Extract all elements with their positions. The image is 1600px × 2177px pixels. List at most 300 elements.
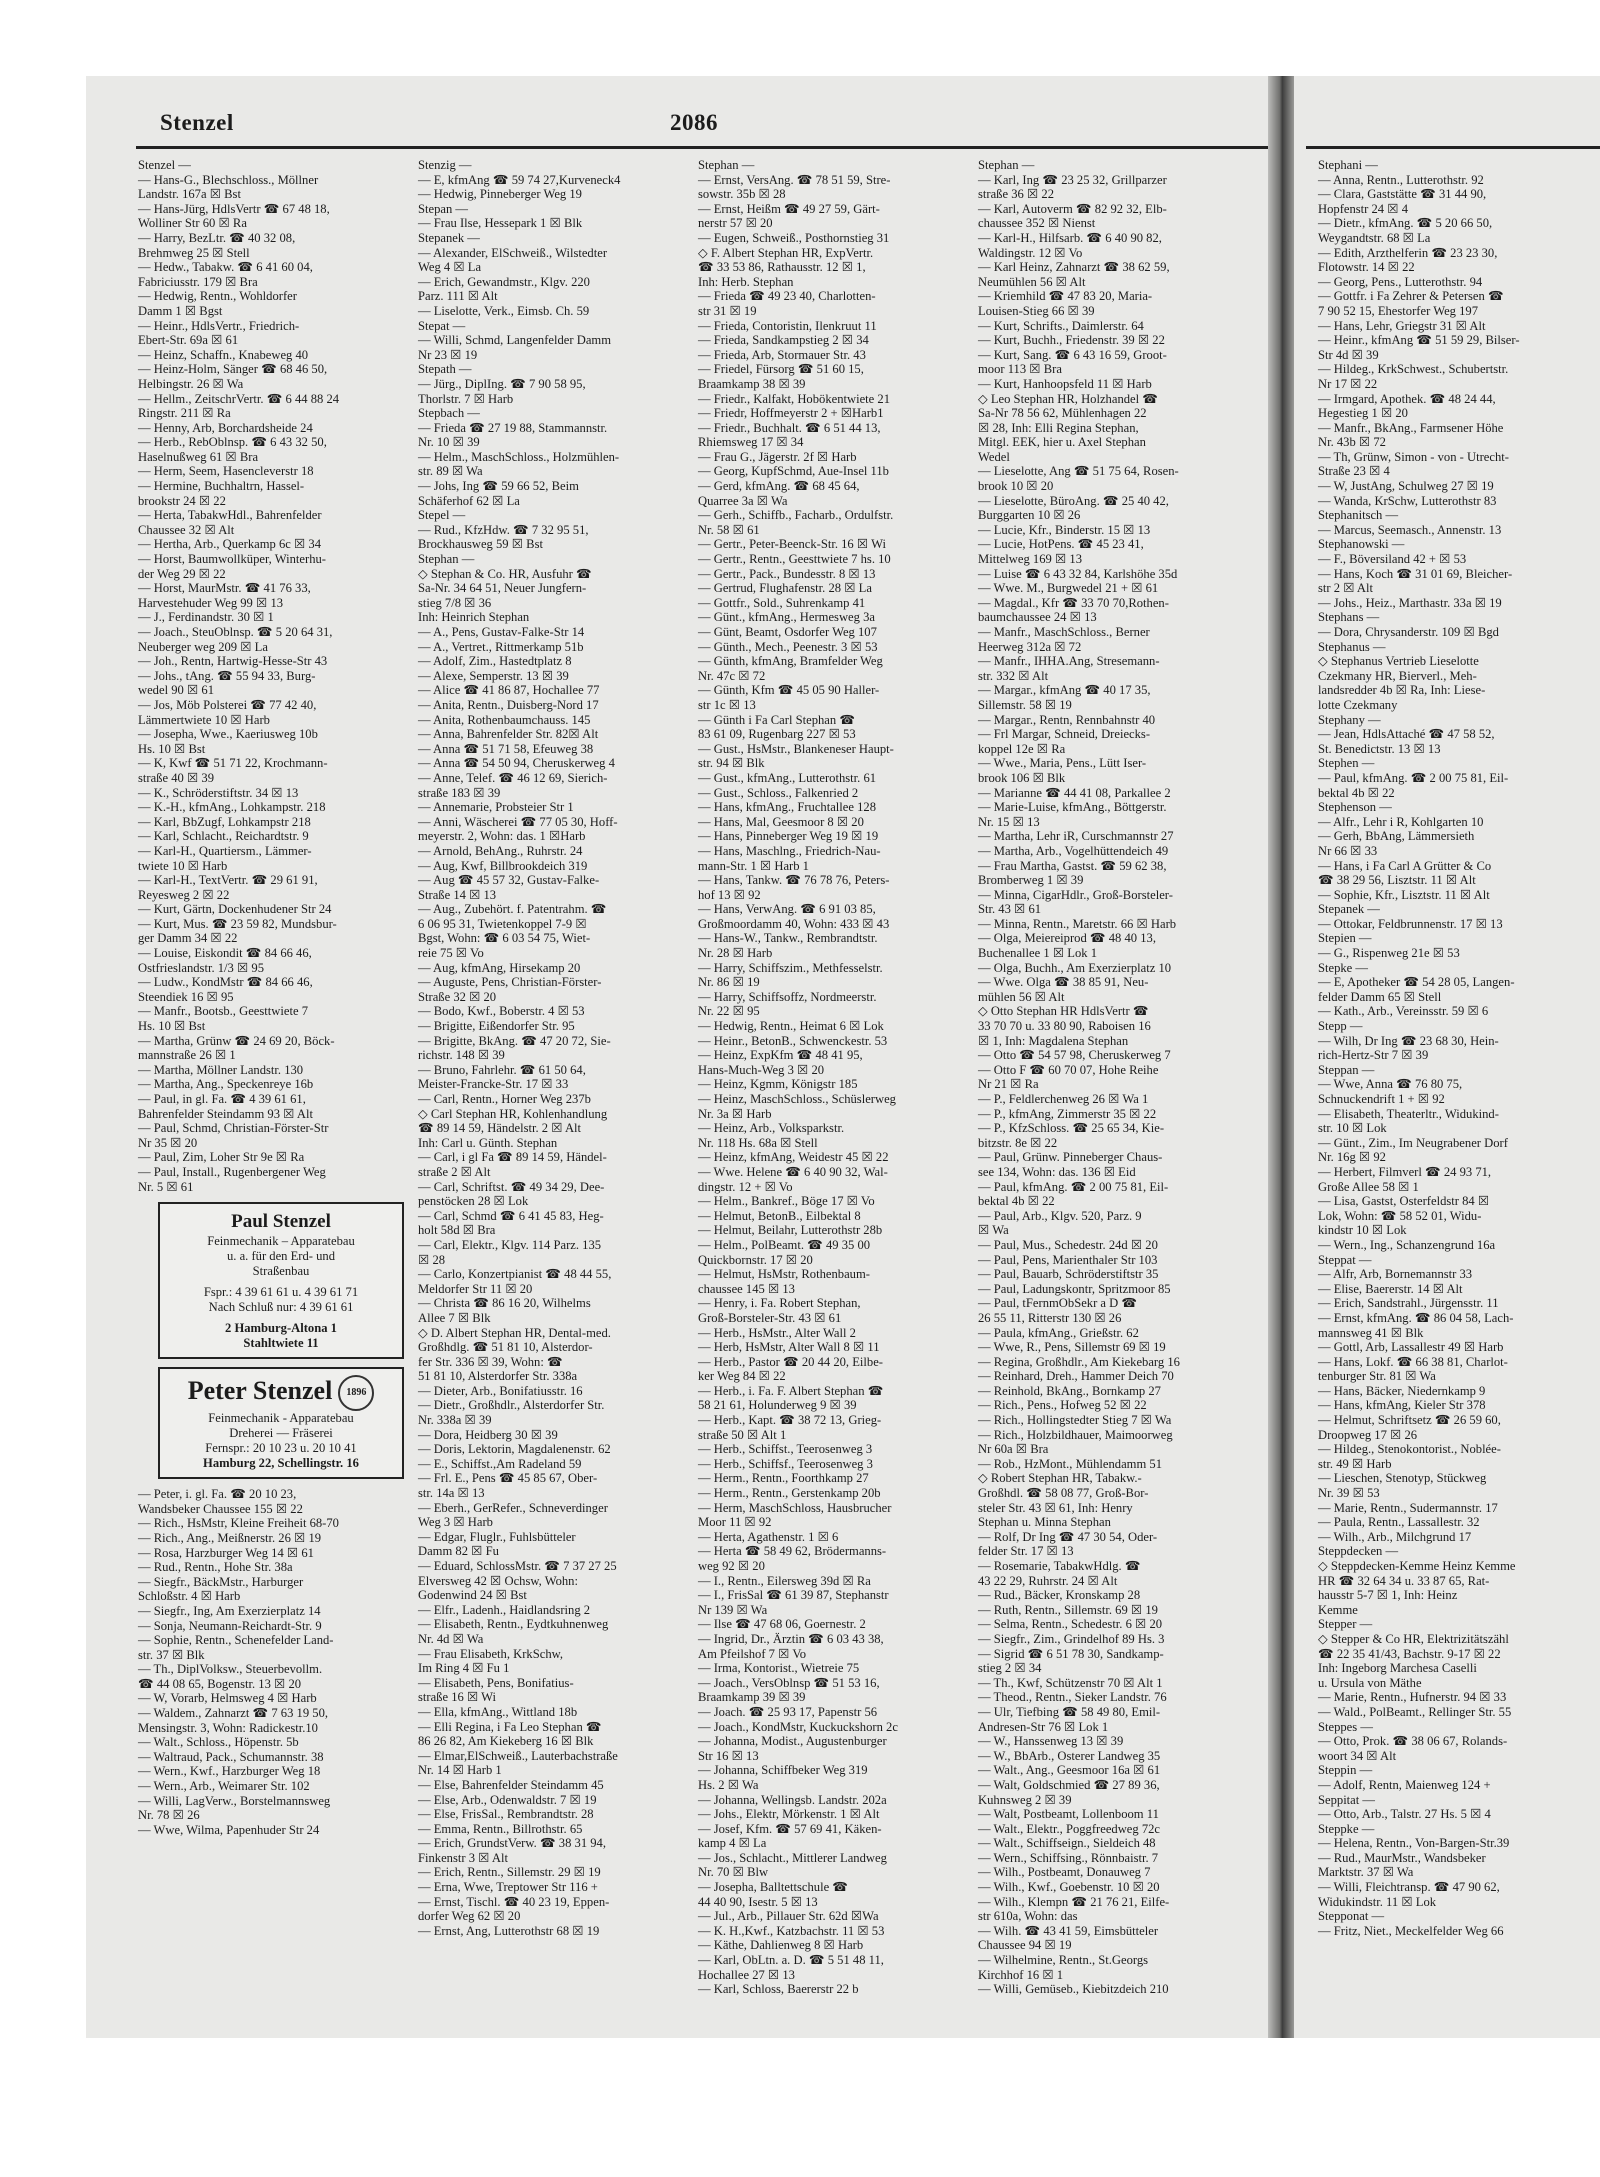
directory-entry: — Karl-H., Quartiersm., Lämmer- — [138, 843, 312, 858]
directory-entry: — Eduard, SchlossMstr. ☎ 7 37 27 25 — [418, 1559, 617, 1573]
directory-entry: penstöcken 28 ☒ Lok — [418, 1194, 529, 1209]
directory-entry: — Arnold, BehAng., Ruhrstr. 24 — [418, 843, 583, 858]
directory-entry: Str. 43 ☒ 61 — [978, 902, 1042, 917]
directory-entry: — Elise, Baererstr. 14 ☒ Alt — [1318, 1281, 1463, 1296]
directory-entry: ◇ F. Albert Stephan HR, ExpVertr. — [698, 245, 874, 260]
directory-entry: — Harry, Schiffsoffz, Nordmeerstr. — [698, 989, 877, 1004]
directory-entry: — Otto, Prok. ☎ 38 06 67, Rolands- — [1318, 1734, 1508, 1749]
directory-entry: Lok, Wohn: ☎ 58 52 01, Widu- — [1318, 1208, 1482, 1223]
directory-entry: — Walt., Elektr., Poggfreedweg 72c — [978, 1821, 1161, 1836]
directory-entry: Burggarten 10 ☒ 26 — [978, 508, 1081, 523]
directory-entry: — Heinz, kfmAng, Weidestr 45 ☒ 22 — [698, 1150, 889, 1165]
directory-entry: — Herb., Pastor ☎ 20 44 20, Eilbe- — [698, 1354, 883, 1369]
directory-entry: Allee 7 ☒ Blk — [418, 1310, 491, 1325]
directory-entry: Bahrenfelder Steindamm 93 ☒ Alt — [138, 1106, 313, 1121]
directory-entry: — Brigitte, Eißendorfer Str. 95 — [418, 1019, 575, 1034]
directory-entry: — Rosemarie, TabakwHdlg. ☎ — [978, 1559, 1141, 1573]
directory-entry: str. 94 ☒ Blk — [698, 756, 765, 771]
directory-entry: Helbingstr. 26 ☒ Wa — [138, 376, 244, 391]
directory-entry: Stepponat — — [1318, 1909, 1385, 1924]
directory-entry: der Weg 29 ☒ 22 — [138, 566, 226, 581]
directory-entry: Nr 139 ☒ Wa — [698, 1602, 768, 1617]
directory-entry: — Martha, Arb., Vogelhüttendeich 49 — [978, 843, 1169, 858]
directory-entry: — Alfr, Arb, Bornemannstr 33 — [1318, 1267, 1473, 1282]
directory-entry: — Willi, LagVerw., Borstelmannsweg — [138, 1793, 331, 1808]
directory-entry: Hegestieg 1 ☒ 20 — [1318, 406, 1408, 421]
directory-entry: — Wilh., Arb., Milchgrund 17 — [1318, 1529, 1472, 1544]
directory-entry: — Frau Elisabeth, KrkSchw, — [418, 1646, 564, 1661]
directory-entry: — Alexander, ElSchweiß., Wilstedter — [418, 245, 608, 260]
directory-entry: — Hans, Bäcker, Niedernkamp 9 — [1318, 1383, 1486, 1398]
directory-entry: — Helm., Bankref., Böge 17 ☒ Vo — [698, 1194, 875, 1209]
directory-entry: Kuhnsweg 2 ☒ 39 — [978, 1792, 1072, 1807]
directory-entry: — Alice ☎ 41 86 87, Hochallee 77 — [418, 683, 600, 698]
directory-entry: — Herm., Rentn., Foorthkamp 27 — [698, 1471, 869, 1486]
directory-page — [86, 76, 1268, 2038]
directory-entry: — Wern., Arb., Weimarer Str. 102 — [138, 1779, 310, 1794]
directory-entry: — Kurt, Sang. ☎ 6 43 16 59, Groot- — [978, 347, 1167, 362]
directory-entry: 33 70 70 u. 33 80 90, Raboisen 16 — [978, 1019, 1151, 1034]
directory-entry: Braamkamp 39 ☒ 39 — [698, 1690, 806, 1705]
directory-entry: Im Ring 4 ☒ Fu 1 — [418, 1661, 510, 1676]
directory-entry: — Sigrid ☎ 6 51 78 30, Sandkamp- — [978, 1646, 1164, 1661]
directory-entry: — Gust., kfmAng., Lutterothstr. 61 — [698, 770, 877, 785]
directory-entry: — P., Feldlerchenweg 26 ☒ Wa 1 — [978, 1092, 1149, 1106]
directory-entry: — Otto, Arb., Talstr. 27 Hs. 5 ☒ 4 — [1318, 1807, 1491, 1822]
directory-entry: — Ruth, Rentn., Sillemstr. 69 ☒ 19 — [978, 1602, 1158, 1617]
directory-entry: — Aug, Kwf, Billbrookdeich 319 — [418, 858, 588, 873]
directory-entry: — W, Vorarb, Helmsweg 4 ☒ Harb — [138, 1691, 317, 1706]
directory-entry: Braamkamp 38 ☒ 39 — [698, 376, 806, 391]
directory-entry: — Karl, Schloss, Baererstr 22 b — [698, 1982, 859, 1997]
directory-entry: — Hans, Lehr, Griegstr 31 ☒ Alt — [1318, 318, 1486, 333]
directory-entry: — K. H.,Kwf., Katzbachstr. 11 ☒ 53 — [698, 1923, 885, 1938]
directory-entry: landsredder 4b ☒ Ra, Inh: Liese- — [1318, 683, 1486, 698]
directory-entry: — Joach., SteuOblnsp. ☎ 5 20 64 31, — [138, 625, 333, 639]
directory-entry: Kirchhof 16 ☒ 1 — [978, 1967, 1064, 1982]
directory-entry: — Sonja, Neumann-Reichardt-Str. 9 — [138, 1618, 322, 1633]
directory-entry: Steppke — — [1318, 1821, 1375, 1836]
directory-entry: Weg 3 ☒ Harb — [418, 1515, 493, 1530]
directory-entry: — Gottl, Arb, Lassallestr 49 ☒ Harb — [1318, 1340, 1504, 1355]
directory-entry: — Herb., Schiffst., Teerosenweg 3 — [698, 1442, 873, 1457]
directory-entry: Stepp — — [1318, 1019, 1363, 1034]
directory-entry: — Carlo, Konzertpianist ☎ 48 44 55, — [418, 1267, 612, 1282]
directory-entry: — Anna, Rentn., Lutterothstr. 92 — [1318, 172, 1484, 187]
directory-entry: — Walt, Postbeamt, Lollenboom 11 — [978, 1807, 1159, 1822]
directory-entry: straße 40 ☒ 39 — [138, 770, 214, 785]
directory-entry: stieg 7/8 ☒ 36 — [418, 595, 492, 610]
directory-entry: kindstr 10 ☒ Lok — [1318, 1223, 1407, 1238]
directory-entry: Steppat — — [1318, 1252, 1372, 1267]
directory-entry: Ostfrieslandstr. 1/3 ☒ 95 — [138, 960, 265, 975]
directory-entry: — W., Hanssenweg 13 ☒ 39 — [978, 1734, 1124, 1749]
directory-entry: Andresen-Str 76 ☒ Lok 1 — [978, 1719, 1109, 1734]
directory-entry: — Heinr., kfmAng ☎ 51 59 29, Bilser- — [1318, 333, 1520, 348]
directory-entry: — Wern., Schiffsing., Rönnbaistr. 7 — [978, 1850, 1159, 1865]
directory-entry: — Ingrid, Dr., Ärztin ☎ 6 03 43 38, — [698, 1631, 884, 1646]
directory-entry: Quickbornstr. 17 ☒ 20 — [698, 1252, 813, 1267]
directory-entry: ◇ Robert Stephan HR, Tabakw.- — [978, 1471, 1142, 1486]
directory-entry: — P., KfzSchloss. ☎ 25 65 34, Kie- — [978, 1121, 1165, 1136]
directory-entry: moor 113 ☒ Bra — [978, 362, 1062, 377]
directory-entry: — Erich, Sandstrahl., Jürgensstr. 11 — [1318, 1296, 1499, 1311]
directory-entry: u. Ursula von Mäthe — [1318, 1675, 1422, 1690]
directory-entry: Thorlstr. 7 ☒ Harb — [418, 391, 514, 406]
directory-entry: 51 81 10, Alsterdorfer Str. 338a — [418, 1369, 578, 1384]
directory-entry: — Wald., PolBeamt., Rellinger Str. 55 — [1318, 1704, 1512, 1719]
directory-entry: — Wilh, Dr Ing ☎ 23 68 30, Hein- — [1318, 1033, 1499, 1048]
directory-entry: — Rud., KfzHdw. ☎ 7 32 95 51, — [418, 522, 589, 537]
directory-entry: — Heinz, Kgmm, Königstr 185 — [698, 1077, 858, 1092]
directory-entry: 43 22 29, Ruhrstr. 24 ☒ Alt — [978, 1573, 1118, 1588]
directory-entry: Inh: Heinrich Stephan — [418, 610, 530, 625]
directory-entry: dorfer Weg 62 ☒ 20 — [418, 1909, 521, 1924]
directory-entry: Große Allee 58 ☒ 1 — [1318, 1179, 1419, 1194]
header-rule — [136, 146, 1268, 149]
directory-entry: Hs. 10 ☒ Bst — [138, 741, 206, 756]
directory-entry: — Frieda ☎ 27 19 88, Stammannstr. — [418, 420, 608, 435]
directory-entry: Flotowstr. 14 ☒ 22 — [1318, 260, 1415, 275]
directory-entry: — Rich., Holzbildhauer, Maimoorweg — [978, 1427, 1173, 1442]
directory-entry: — E., Schiffst.,Am Radeland 59 — [418, 1456, 582, 1471]
directory-entry: — J., Ferdinandstr. 30 ☒ 1 — [138, 610, 274, 625]
directory-entry: — Kurt, Buchh., Friedenstr. 39 ☒ 22 — [978, 333, 1165, 348]
directory-entry: stieg 2 ☒ 34 — [978, 1661, 1042, 1676]
directory-entry: bektal 4b ☒ 22 — [1318, 785, 1395, 800]
ad-phone-night: Nach Schluß nur: 4 39 61 61 — [208, 1300, 354, 1315]
directory-entry: Reyesweg 2 ☒ 22 — [138, 887, 230, 902]
directory-entry: — Annemarie, Probsteier Str 1 — [418, 800, 574, 815]
directory-entry: — Lisa, Gastst, Osterfeldstr 84 ☒ — [1318, 1194, 1490, 1209]
directory-entry: Elversweg 42 ☒ Ochsw, Wohn: — [418, 1573, 578, 1588]
directory-entry: — G., Rispenweg 21e ☒ 53 — [1318, 946, 1460, 961]
directory-entry: Nr. 86 ☒ 19 — [698, 975, 760, 990]
directory-entry: — Johanna, Wellingsb. Landstr. 202a — [698, 1792, 887, 1807]
directory-entry: — Karl-H., Hilfsarb. ☎ 6 40 90 82, — [978, 230, 1162, 245]
directory-entry: Meister-Francke-Str. 17 ☒ 33 — [418, 1077, 569, 1092]
directory-entry: — A., Vertret., Rittmerkamp 51b — [418, 639, 584, 654]
directory-entry: Hs. 10 ☒ Bst — [138, 1019, 206, 1034]
directory-entry: — Herb, HsMstr, Alter Wall 8 ☒ 11 — [698, 1340, 880, 1355]
directory-entry: Stepan — — [418, 201, 469, 216]
directory-entry: str. 332 ☒ Alt — [978, 668, 1049, 683]
directory-entry: Nr. 15 ☒ 13 — [978, 814, 1040, 829]
directory-entry: Ebert-Str. 69a ☒ 61 — [138, 333, 239, 348]
directory-entry: Stepanek — — [418, 230, 480, 245]
directory-entry: — Theod., Rentn., Sieker Landstr. 76 — [978, 1690, 1167, 1705]
directory-entry: Nr. 70 ☒ Blw — [698, 1865, 769, 1880]
column-5 — [1318, 158, 1594, 1988]
directory-entry: Inh: Ingeborg Marchesa Caselli — [1318, 1661, 1477, 1676]
directory-entry: — Minna, CigarHdlr., Groß-Borsteler- — [978, 887, 1173, 902]
directory-entry: — Karl, Schlacht., Reichardtstr. 9 — [138, 829, 309, 844]
directory-entry: — Hedwig, Rentn., Heimat 6 ☒ Lok — [698, 1019, 884, 1034]
directory-entry: — Horst, Baumwollküper, Winterhu- — [138, 552, 326, 567]
directory-entry: — Günth, Kfm ☎ 45 05 90 Haller- — [698, 683, 880, 698]
directory-entry: Straße 14 ☒ 13 — [418, 887, 497, 902]
directory-entry: ◇ Stepper & Co HR, Elektrizitätszähl — [1318, 1631, 1509, 1646]
directory-entry: — Jürg., DiplIng. ☎ 7 90 58 95, — [418, 376, 586, 391]
directory-entry: — Reinhold, BkAng., Bornkamp 27 — [978, 1383, 1161, 1398]
directory-entry: — Rich., Pens., Hofweg 52 ☒ 22 — [978, 1398, 1147, 1413]
directory-entry: Droopweg 17 ☒ 26 — [1318, 1427, 1418, 1442]
directory-entry: ☒ 1, Inh: Magdalena Stephan — [978, 1033, 1129, 1048]
directory-entry: meyerstr. 2, Wohn: das. 1 ☒Harb — [418, 829, 586, 844]
directory-entry: — Willi, Fleichtransp. ☎ 47 90 62, — [1318, 1880, 1500, 1895]
directory-entry: — Ernst, VersAng. ☎ 78 51 59, Stre- — [698, 172, 891, 187]
directory-entry: ☎ 44 08 65, Bogenstr. 13 ☒ 20 — [138, 1676, 302, 1691]
directory-entry: — Luise ☎ 6 43 32 84, Karlshöhe 35d — [978, 566, 1178, 581]
directory-entry: Wandsbeker Chaussee 155 ☒ 22 — [138, 1501, 303, 1516]
directory-entry: — Waltraud, Pack., Schumannstr. 38 — [138, 1749, 324, 1764]
directory-entry: — F., Böversiland 42 + ☒ 53 — [1318, 552, 1467, 567]
directory-entry: woort 34 ☒ Alt — [1318, 1748, 1397, 1763]
directory-entry: Steppin — — [1318, 1763, 1373, 1778]
directory-entry: 86 26 82, Am Kiekeberg 16 ☒ Blk — [418, 1734, 594, 1749]
directory-entry: Nr. 39 ☒ 53 — [1318, 1486, 1380, 1501]
directory-entry: — Frl Margar, Schneid, Dreiecks- — [978, 727, 1151, 742]
directory-entry: — Olga, Meiereiprod ☎ 48 40 13, — [978, 931, 1156, 946]
directory-entry: — Helmut, Beilahr, Lutterothstr 28b — [698, 1223, 883, 1238]
directory-entry: — Walt., Schloss., Höpenstr. 5b — [138, 1735, 299, 1750]
directory-entry: — Liselotte, Verk., Eimsb. Ch. 59 — [418, 303, 590, 318]
directory-entry: Hopfenstr 24 ☒ 4 — [1318, 201, 1408, 216]
directory-entry: — Dietr., Großhdlr., Alsterdorfer Str. — [418, 1398, 605, 1413]
directory-entry: Hans-Much-Weg 3 ☒ 20 — [698, 1062, 825, 1077]
directory-entry: ◇ Steppdecken-Kemme Heinz Kemme — [1318, 1559, 1516, 1573]
directory-entry: — Gottfr., Sold., Suhrenkamp 41 — [698, 595, 866, 610]
directory-entry: — Ulr, Tiefbing ☎ 58 49 80, Emil- — [978, 1704, 1161, 1719]
directory-entry: — Herb., Kapt. ☎ 38 72 13, Grieg- — [698, 1413, 882, 1428]
directory-entry: mannsweg 41 ☒ Blk — [1318, 1325, 1424, 1340]
directory-entry: straße 16 ☒ Wi — [418, 1690, 497, 1705]
directory-entry: — Wern., Kwf., Harzburger Weg 18 — [138, 1764, 321, 1779]
directory-entry: Inh: Herb. Stephan — [698, 274, 794, 289]
directory-entry: Stephenson — — [1318, 800, 1392, 815]
directory-entry: Stepanek — — [1318, 902, 1380, 917]
directory-entry: — Adolf, Zim., Hastedtplatz 8 — [418, 654, 572, 669]
directory-entry: — Rud., Rentn., Hohe Str. 38a — [138, 1560, 293, 1575]
directory-entry: — Dietr., kfmAng. ☎ 5 20 66 50, — [1318, 216, 1493, 231]
directory-entry: ☒ 28 — [418, 1252, 446, 1267]
directory-entry: Nr 35 ☒ 20 — [138, 1135, 198, 1150]
directory-entry: — Erich, GrundstVerw. ☎ 38 31 94, — [418, 1836, 607, 1851]
column-3 — [698, 158, 964, 1997]
directory-entry: — Paul, Grünw. Pinneberger Chaus- — [978, 1150, 1163, 1165]
directory-entry: — Ernst, Heißm ☎ 49 27 59, Gärt- — [698, 201, 880, 216]
directory-entry: — Ottokar, Feldbrunnenstr. 17 ☒ 13 — [1318, 916, 1503, 931]
directory-entry: — Johanna, Schiffbeker Weg 319 — [698, 1763, 868, 1778]
directory-entry: — Jean, HdlsAttaché ☎ 47 58 52, — [1318, 727, 1495, 742]
directory-entry: — Heinz-Holm, Sänger ☎ 68 46 50, — [138, 362, 328, 377]
directory-entry: chaussee 352 ☒ Nienst — [978, 216, 1096, 231]
directory-entry: Hochallee 27 ☒ 13 — [698, 1967, 795, 1982]
directory-entry: — Hans, Pinneberger Weg 19 ☒ 19 — [698, 829, 879, 844]
directory-entry: — Carl, Rentn., Horner Weg 237b — [418, 1092, 591, 1106]
directory-entry: — Wilh. ☎ 43 41 59, Eimsbütteler — [978, 1923, 1159, 1938]
directory-entry: twiete 10 ☒ Harb — [138, 858, 228, 873]
directory-entry: — Eberh., GerRefer., Schneverdinger — [418, 1500, 608, 1515]
directory-entry: — Emma, Rentn., Billrothstr. 65 — [418, 1821, 583, 1836]
directory-entry: — Walt., Schiffseign., Sieldeich 48 — [978, 1836, 1156, 1851]
directory-entry: — Bodo, Kwf., Boberstr. 4 ☒ 53 — [418, 1004, 585, 1019]
directory-entry: Wolliner Str 60 ☒ Ra — [138, 216, 247, 231]
directory-entry: — Johs., Elektr, Mörkenstr. 1 ☒ Alt — [698, 1807, 880, 1822]
directory-entry: — Christa ☎ 86 16 20, Wilhelms — [418, 1296, 591, 1311]
directory-entry: — Herb., RebOblnsp. ☎ 6 43 32 50, — [138, 435, 327, 450]
directory-entry: — Hans, i Fa Carl A Grütter & Co — [1318, 858, 1492, 873]
directory-entry: — Herta ☎ 58 49 62, Brödermanns- — [698, 1544, 887, 1559]
directory-entry: Stephan — — [978, 158, 1035, 172]
directory-entry: — Jul., Arb., Pillauer Str. 62d ☒Wa — [698, 1909, 879, 1924]
directory-entry: Bgst, Wohn: ☎ 6 03 54 75, Wiet- — [418, 931, 591, 946]
directory-entry: baumchaussee 24 ☒ 13 — [978, 610, 1097, 625]
directory-entry: ☒ 28, Inh: Elli Regina Stephan, — [978, 420, 1139, 435]
directory-entry: — Wwe, Anna ☎ 76 80 75, — [1318, 1077, 1463, 1092]
directory-entry: — Wilh., Kwf., Goebenstr. 10 ☒ 20 — [978, 1880, 1160, 1895]
directory-entry: brookstr 24 ☒ 22 — [138, 493, 226, 508]
directory-entry: — Horst, MaurMstr. ☎ 41 76 33, — [138, 581, 311, 596]
directory-entry: — Aug ☎ 45 57 32, Gustav-Falke- — [418, 873, 600, 888]
directory-entry: St. Benedictstr. 13 ☒ 13 — [1318, 741, 1441, 756]
directory-entry: — Johs., Heiz., Marthastr. 33a ☒ 19 — [1318, 595, 1502, 610]
directory-entry: — Carl, Elektr., Klgv. 114 Parz. 135 — [418, 1237, 602, 1252]
directory-entry: — Helm., MaschSchloss., Holzmühlen- — [418, 449, 620, 464]
directory-entry: — Rud., Bäcker, Kronskamp 28 — [978, 1588, 1141, 1603]
directory-entry: ger Damm 34 ☒ 22 — [138, 931, 238, 946]
directory-entry: Nr. 118 Hs. 68a ☒ Stell — [698, 1135, 818, 1150]
directory-entry: Steppes — — [1318, 1719, 1373, 1734]
ad-line: Feinmechanik – Apparatebau — [207, 1234, 355, 1249]
directory-entry: Brockhausweg 59 ☒ Bst — [418, 537, 543, 552]
directory-entry: — Walt, Goldschmied ☎ 27 89 36, — [978, 1777, 1160, 1792]
directory-entry: Godenwind 24 ☒ Bst — [418, 1588, 527, 1603]
directory-entry: Seppitat — — [1318, 1792, 1376, 1807]
directory-entry: — Paul, kfmAng. ☎ 2 00 75 81, Eil- — [978, 1179, 1169, 1194]
directory-entry: — Wwe, Wilma, Papenhuder Str 24 — [138, 1822, 320, 1837]
directory-entry: — Erich, Gewandmstr., Klgv. 220 — [418, 274, 590, 289]
directory-entry: — Else, FrisSal., Rembrandtstr. 28 — [418, 1807, 594, 1822]
directory-entry: — Paul, Install., Rugenbergener Weg — [138, 1164, 326, 1179]
directory-entry: ☒ Wa — [978, 1223, 1009, 1238]
directory-entry: — Anne, Telef. ☎ 46 12 69, Sierich- — [418, 770, 608, 785]
directory-entry: str. 10 ☒ Lok — [1318, 1121, 1387, 1136]
directory-entry: — Irmgard, Apothek. ☎ 48 24 44, — [1318, 391, 1496, 406]
directory-entry: — Siegfr., Ing, Am Exerzierplatz 14 — [138, 1603, 321, 1618]
directory-entry: — Elmar,ElSchweiß., Lauterbachstraße — [418, 1748, 618, 1763]
directory-entry: — Herta, TabakwHdl., Bahrenfelder — [138, 508, 322, 523]
directory-entry: Nr. 10 ☒ 39 — [418, 435, 480, 450]
directory-entry: Sillemstr. 58 ☒ 19 — [978, 697, 1072, 712]
directory-entry: Neuberger weg 209 ☒ La — [138, 639, 268, 654]
directory-entry: mannstraße 26 ☒ 1 — [138, 1048, 236, 1063]
directory-entry: — Ernst, Tischl. ☎ 40 23 19, Eppen- — [418, 1894, 610, 1909]
directory-entry: — Paula, Rentn., Lassallestr. 32 — [1318, 1515, 1480, 1530]
ad-phone: Fspr.: 4 39 61 61 u. 4 39 61 71 — [203, 1285, 359, 1300]
directory-entry: — Frieda, Sandkampstieg 2 ☒ 34 — [698, 333, 869, 348]
directory-entry: brook 10 ☒ 20 — [978, 479, 1054, 494]
directory-entry: — Herm., Rentn., Gerstenkamp 20b — [698, 1486, 881, 1501]
directory-entry: koppel 12e ☒ Ra — [978, 741, 1066, 756]
directory-entry: Nr. 3a ☒ Harb — [698, 1106, 772, 1121]
directory-entry: mühlen 56 ☒ Alt — [978, 989, 1065, 1004]
directory-entry: — Friedel, Fürsorg ☎ 51 60 15, — [698, 362, 864, 377]
directory-entry: — Anna ☎ 51 71 58, Efeuweg 38 — [418, 741, 594, 756]
directory-entry: Nr 17 ☒ 22 — [1318, 376, 1378, 391]
directory-entry: Sa-Nr 78 56 62, Mühlenhagen 22 — [978, 406, 1147, 421]
directory-entry: str 1c ☒ 13 — [698, 697, 756, 712]
directory-entry: — Hermine, Buchhaltrn, Hassel- — [138, 479, 305, 494]
directory-entry: straße 2 ☒ Alt — [418, 1164, 491, 1179]
directory-entry: Buchenallee 1 ☒ Lok 1 — [978, 946, 1098, 961]
ad-paul-stenzel — [158, 1202, 404, 1359]
directory-entry: Stepke — — [1318, 960, 1369, 975]
directory-entry: — Paul, Zim, Loher Str 9e ☒ Ra — [138, 1150, 305, 1165]
directory-entry: — Hans, Tankw. ☎ 76 78 76, Peters- — [698, 873, 890, 888]
directory-entry: Nr 66 ☒ 33 — [1318, 843, 1378, 858]
directory-entry: tenburger Str. 81 ☒ Wa — [1318, 1369, 1436, 1384]
directory-entry: holt 58d ☒ Bra — [418, 1223, 496, 1238]
directory-entry: — Paul, in gl. Fa. ☎ 4 39 61 61, — [138, 1092, 306, 1106]
directory-entry: — Erich, Rentn., Sillemstr. 29 ☒ 19 — [418, 1865, 601, 1880]
directory-entry: Finkenstr 3 ☒ Alt — [418, 1850, 509, 1865]
directory-entry: ☎ 89 14 59, Händelstr. 2 ☒ Alt — [418, 1121, 582, 1136]
directory-entry: — Willi, Schmd, Langenfelder Damm — [418, 333, 612, 348]
directory-entry: Stephan u. Minna Stephan — [978, 1515, 1111, 1530]
directory-entry: Parz. 111 ☒ Alt — [418, 289, 498, 304]
directory-entry: — Selma, Rentn., Schedestr. 6 ☒ 20 — [978, 1617, 1163, 1632]
directory-entry: ◇ Leo Stephan HR, Holzhandel ☎ — [978, 391, 1158, 406]
directory-entry: — Willi, Gemüseb., Kiebitzdeich 210 — [978, 1982, 1169, 1997]
directory-entry: — Karl, ObLtn. a. D. ☎ 5 51 48 11, — [698, 1953, 884, 1968]
directory-entry: Inh: Carl u. Günth. Stephan — [418, 1135, 558, 1150]
directory-entry: — Joach. ☎ 25 93 17, Papenstr 56 — [698, 1704, 878, 1719]
directory-entry: — Hans-Jürg, HdlsVertr ☎ 67 48 18, — [138, 201, 330, 216]
directory-entry: — Joh., Rentn, Hartwig-Hesse-Str 43 — [138, 654, 328, 669]
directory-entry: — Gerd, kfmAng. ☎ 68 45 64, — [698, 479, 860, 494]
directory-entry: — Paul, tFernmObSekr a D ☎ — [978, 1296, 1138, 1311]
directory-entry: — Lucie, HotPens. ☎ 45 23 41, — [978, 537, 1144, 552]
directory-entry: — Ludw., KondMstr ☎ 84 66 46, — [138, 975, 313, 990]
directory-entry: Am Pfeilshof 7 ☒ Vo — [698, 1646, 807, 1661]
directory-entry: — Hans, VerwAng. ☎ 6 91 03 85, — [698, 902, 876, 917]
directory-entry: — Elli Regina, i Fa Leo Stephan ☎ — [418, 1719, 602, 1734]
directory-entry: ☎ 22 35 41/43, Bachstr. 9-17 ☒ 22 — [1318, 1646, 1501, 1661]
directory-entry: — Anna ☎ 54 50 94, Cheruskerweg 4 — [418, 756, 615, 771]
directory-entry: straße 36 ☒ 22 — [978, 187, 1054, 202]
column-2 — [418, 158, 684, 1988]
directory-entry: — Karl Heinz, Zahnarzt ☎ 38 62 59, — [978, 260, 1170, 275]
directory-entry: — Kurt, Gärtn, Dockenhudener Str 24 — [138, 902, 332, 917]
directory-entry: — Manfr., IHHA.Ang, Stresemann- — [978, 654, 1160, 669]
directory-entry: Schäferhof 62 ☒ La — [418, 493, 520, 508]
directory-entry: ker Weg 84 ☒ 22 — [698, 1369, 786, 1384]
directory-entry: — Elisabeth, Pens, Bonifatius- — [418, 1675, 574, 1690]
directory-entry: — Rolf, Dr Ing ☎ 47 30 54, Oder- — [978, 1529, 1158, 1544]
directory-entry: Stephanitsch — — [1318, 508, 1399, 523]
directory-entry: — Clara, Gaststätte ☎ 31 44 90, — [1318, 187, 1487, 202]
directory-entry: Chaussee 94 ☒ 19 — [978, 1938, 1072, 1953]
directory-entry: Mittelweg 169 ☒ 13 — [978, 552, 1082, 567]
directory-entry: — Marcus, Seemasch., Annenstr. 13 — [1318, 522, 1502, 537]
directory-entry: — Doris, Lektorin, Magdalenenstr. 62 — [418, 1442, 611, 1457]
directory-entry: — Harry, BezLtr. ☎ 40 32 08, — [138, 230, 296, 245]
column-1 — [138, 158, 404, 1988]
directory-entry: Steendiek 16 ☒ 95 — [138, 989, 234, 1004]
directory-entry: — Kurt, Schrifts., Daimlerstr. 64 — [978, 318, 1144, 333]
directory-entry: — Marie, Rentn., Sudermannstr. 17 — [1318, 1500, 1498, 1515]
